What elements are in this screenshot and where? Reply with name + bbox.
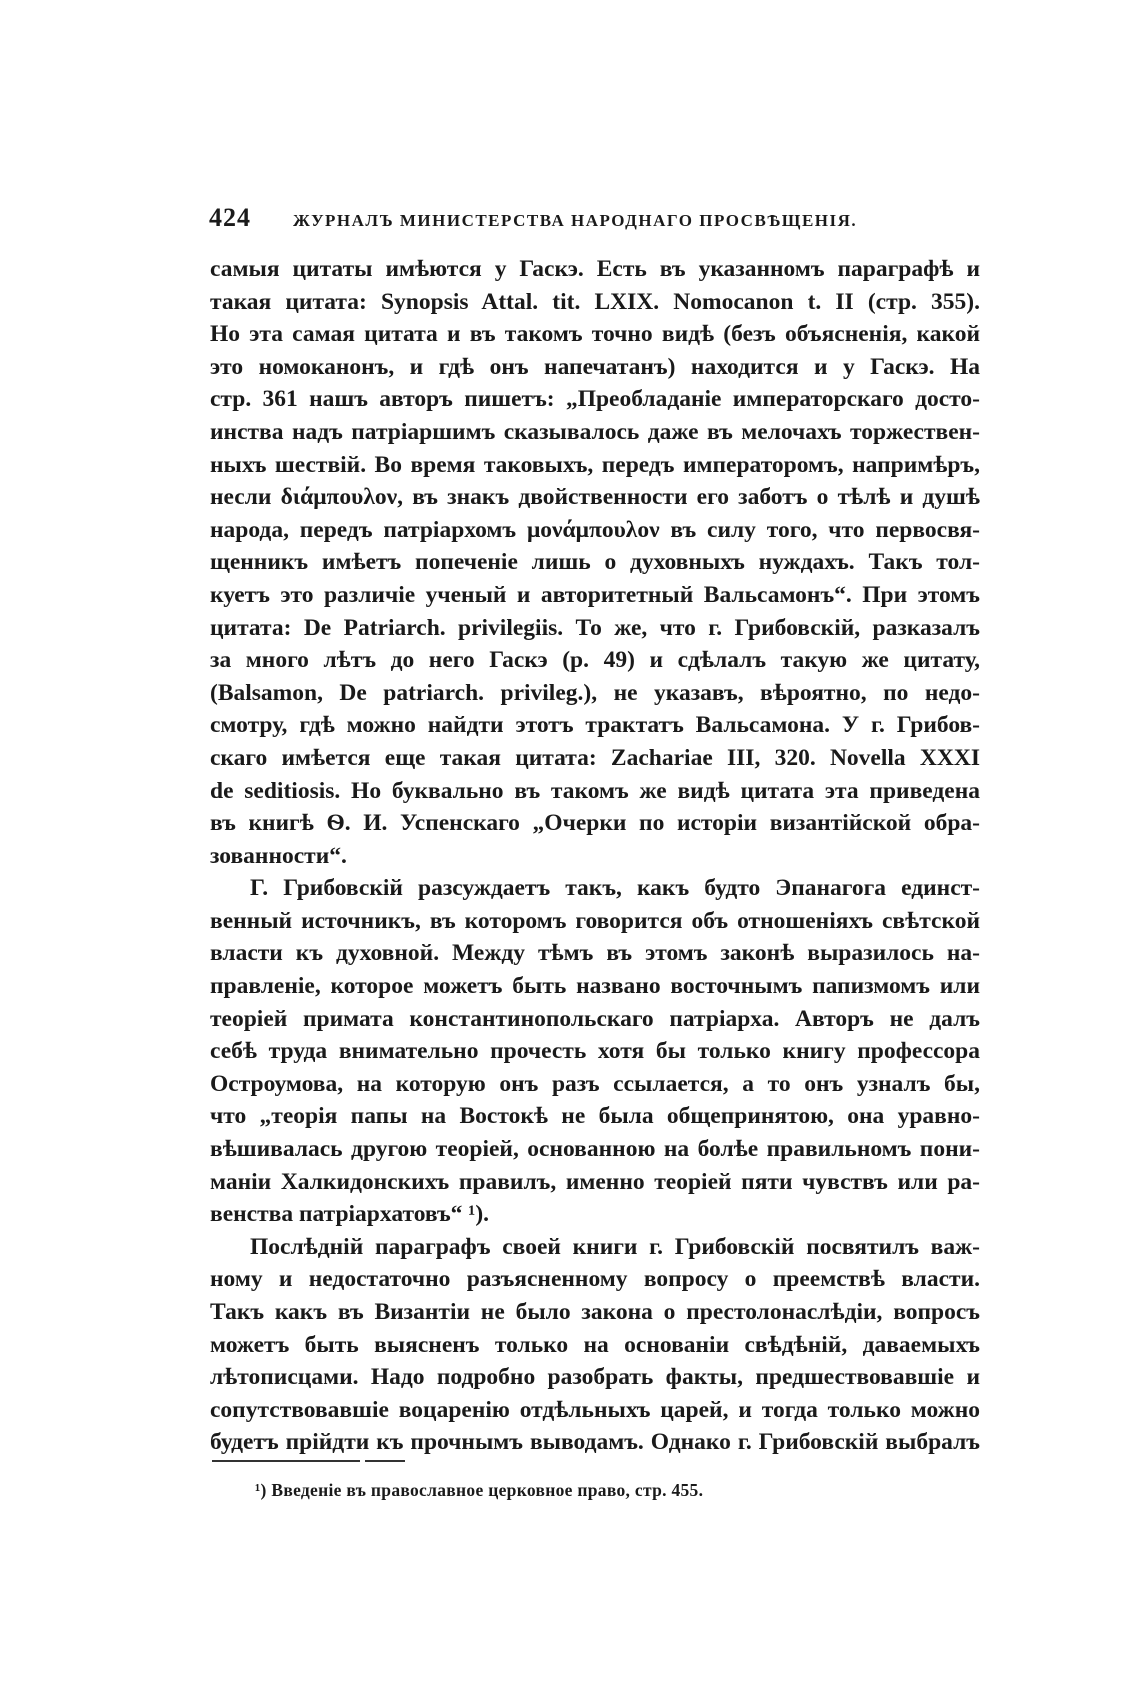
text-line: скаго имѣется еще такая цитата: Zachariae III, 320. Novella XXXI — [210, 744, 980, 771]
footnote-rule-short — [365, 1460, 405, 1462]
text-line: Такъ какъ въ Византіи не было закона о престолонаслѣдіи, вопросъ — [210, 1299, 980, 1325]
text-line: щенникъ имѣетъ попеченіе лишь о духовныхъ нуждахъ. Такъ тол- — [210, 549, 980, 576]
text-line: венный источникъ, въ которомъ говорится объ отношеніяхъ свѣтской — [210, 907, 980, 934]
text-line: самыя цитаты имѣются у Гаскэ. Есть въ указанномъ параграфѣ и — [210, 256, 980, 282]
text-line: можетъ быть выясненъ только на основаніи свѣдѣній, даваемыхъ — [210, 1331, 980, 1358]
text-line: ныхъ шествій. Во время таковыхъ, передъ императоромъ, напримѣръ, — [210, 451, 980, 478]
text-line: власти къ духовной. Между тѣмъ въ этомъ законѣ выразилось на- — [210, 940, 980, 967]
text-line: несли διάμπουλον, въ знакъ двойственности его заботъ о тѣлѣ и душѣ — [210, 484, 980, 511]
footnote: ¹) Введеніе въ православное церковное право, стр. 455. — [255, 1480, 704, 1500]
text-line: Но эта самая цитата и въ такомъ точно видѣ (безъ объясненія, какой — [210, 321, 980, 348]
paragraph-1 — [210, 253, 980, 872]
text-line: ному и недостаточно разъясненному вопросу о преемствѣ власти. — [210, 1266, 980, 1293]
text-line: правленіе, которое можетъ быть названо восточнымъ папизмомъ или — [210, 973, 980, 1000]
text-line: сопутствовавшіе воцаренію отдѣльныхъ царей, и тогда только можно — [210, 1396, 980, 1423]
text-line: теоріей примата константинопольскаго патріарха. Авторъ не далъ — [210, 1005, 980, 1032]
text-line: себѣ труда внимательно прочесть хотя бы только книгу профессора — [210, 1038, 980, 1065]
text-line: зованности“. — [210, 842, 347, 869]
text-line: венства патріархатовъ“ ¹). — [210, 1201, 490, 1228]
text-line: вѣшивалась другою теоріей, основанною на болѣе правильномъ пони- — [210, 1136, 980, 1163]
text-line: цитата: De Patriarch. privilegiis. То же, что г. Грибовскій, разказалъ — [210, 614, 980, 641]
text-line: Послѣдній параграфъ своей книги г. Грибовскій посвятилъ важ- — [250, 1233, 980, 1260]
page-number: 424 — [209, 203, 251, 232]
text-line: въ книгѣ Ѳ. И. Успенскаго „Очерки по исторіи византійской обра- — [210, 810, 980, 837]
body-text — [210, 253, 980, 1459]
text-line: de seditiosis. Но буквально въ такомъ же видѣ цитата эта приведена — [210, 777, 980, 804]
page-header — [209, 203, 979, 233]
text-line: народа, передъ патріархомъ μονάμπουλον въ силу того, что первосвя- — [210, 516, 980, 543]
text-line: Г. Грибовскій разсуждаетъ такъ, какъ будто Эпанагога единст- — [250, 875, 980, 902]
text-line: за много лѣтъ до него Гаскэ (p. 49) и сдѣлалъ такую же цитату, — [210, 647, 980, 674]
text-line: лѣтописцами. Надо подробно разобрать факты, предшествовавшіе и — [210, 1364, 980, 1391]
text-line: куетъ это различіе ученый и авторитетный Вальсамонъ“. При этомъ — [210, 581, 980, 608]
text-line: это номоканонъ, и гдѣ онъ напечатанъ) находится и у Гаскэ. На — [210, 353, 980, 380]
text-line: (Balsamon, De patriarch. privileg.), не указавъ, вѣроятно, по недо- — [210, 679, 980, 706]
text-line: Остроумова, на которую онъ разъ ссылается, а то онъ узналъ бы, — [210, 1070, 980, 1097]
paragraph-3 — [210, 1231, 980, 1459]
running-title: ЖУРНАЛЪ МИНИСТЕРСТВА НАРОДНАГО ПРОСВѢЩЕНІЯ. — [293, 211, 858, 230]
text-line: смотру, гдѣ можно найдти этотъ трактатъ Вальсамона. У г. Грибов- — [210, 712, 980, 739]
text-line: что „теорія папы на Востокѣ не была общепринятою, она уравно- — [210, 1103, 980, 1130]
text-line: стр. 361 нашъ авторъ пишетъ: „Преобладаніе императорскаго досто- — [210, 386, 980, 413]
paragraph-2 — [210, 872, 980, 1231]
text-line: маніи Халкидонскихъ правилъ, именно теоріей пяти чувствъ или ра- — [210, 1168, 980, 1195]
text-line: будетъ прійдти къ прочнымъ выводамъ. Однако г. Грибовскій выбралъ — [210, 1429, 980, 1456]
text-line: такая цитата: Synopsis Attal. tit. LXIX. Nomocanon t. II (стр. 355). — [210, 288, 980, 315]
text-line: инства надъ патріаршимъ сказывалось даже въ мелочахъ торжествен- — [210, 418, 980, 445]
footnote-rule — [212, 1460, 360, 1462]
